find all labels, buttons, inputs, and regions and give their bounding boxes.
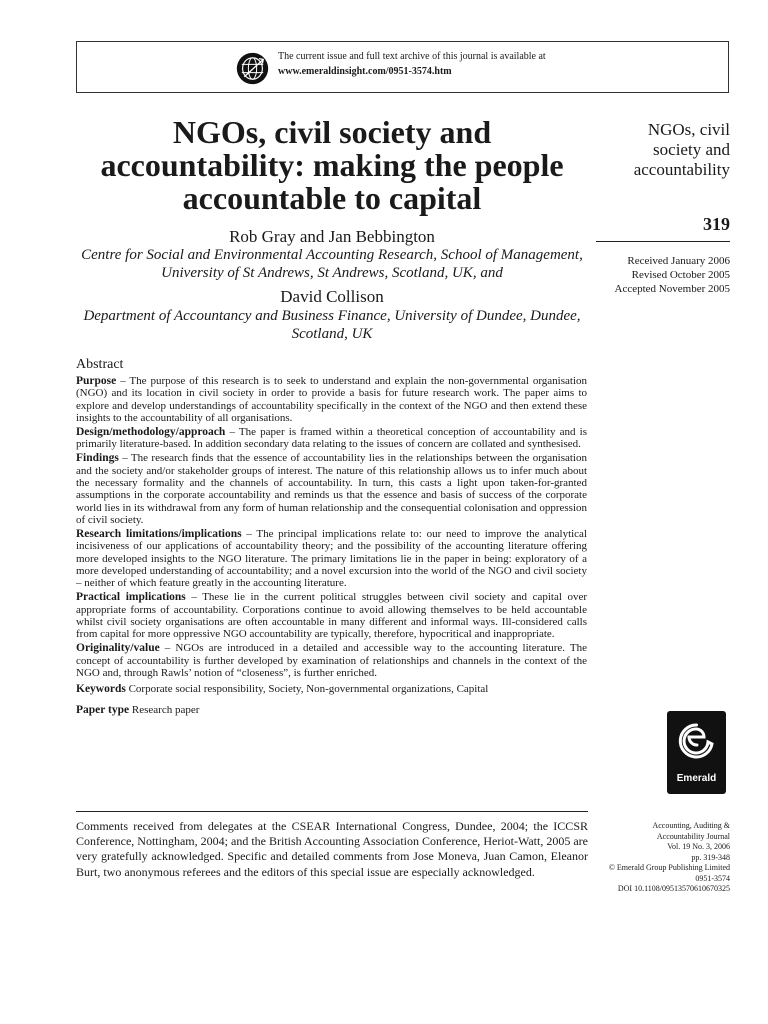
section-text: – The principal implications relate to: our need to improve the analytical incisiveness of our applications of accountability theory; and the possibility of the accounting literature offering more developed insights to the NGO literature. The primary limitations lie in the paper in being: exploratory of a more developed understanding of accountability; and a novel excursion into the world of the NGO and civil society – neither of which feature greatly in the accounting literature. [76,527,587,590]
section-label: Design/methodology/approach [76,425,226,438]
journal-info-line: Accounting, Auditing & [652,821,730,830]
keywords [76,683,587,695]
section-text: – The purpose of this research is to seek to understand and explain the non-governmental organisation (NGO) and its location in civil society in order to provide a basis for future research work. The paper aims to explore and develop understandings of accountability specifically in the context of the NGO and then extend these insights to the accountability of all organisations. [76,375,587,425]
section-text: – NGOs are introduced in a detailed and accessible way to the accounting literature. The concept of accountability is further developed by examination of relationships and channels in the context of the NGO and, through Rawls’ notion of “closeness”, is further enriched. [76,642,587,679]
affiliation-secondary: Department of Accountancy and Business Finance, University of Dundee, Dundee, Scotland, UK [83,308,581,342]
emerald-logo-text: Emerald [676,773,717,784]
journal-info-line: Vol. 19 No. 3, 2006 [667,842,730,851]
abstract-section-originality [76,642,587,679]
running-title [596,120,730,180]
keywords-text: Corporate social responsibility, Society, Non-governmental organizations, Capital [125,683,489,696]
sidebar-divider [596,241,730,242]
article-title: NGOs, civil society and accountability: making the people accountable to capital [100,114,564,216]
abstract-body [76,375,587,718]
page-number: 319 [703,214,730,234]
keywords-label: Keywords [76,683,126,696]
paper-type-label: Paper type [76,703,130,716]
abstract-heading: Abstract [76,357,124,372]
header-journal-url[interactable]: www.emeraldinsight.com/0951-3574.htm [278,66,452,77]
journal-info-line: © Emerald Group Publishing Limited [608,863,730,872]
running-title-line: NGOs, civil [647,120,730,139]
running-title-line: society and [653,140,730,159]
abstract-section-practical [76,591,587,640]
footer-divider [76,811,588,812]
abstract-section-findings [76,452,587,526]
abstract-section-limitations [76,528,587,590]
revised-date: Revised October 2005 [631,269,730,281]
journal-info-line: 0951-3574 [695,873,730,883]
received-date: Received January 2006 [627,255,730,267]
journal-citation-info [580,821,730,895]
journal-info-line: pp. 319-348 [691,852,730,862]
section-label: Originality/value [76,642,160,655]
section-label: Practical implications [76,591,186,604]
journal-info-line: Accountability Journal [656,831,730,841]
header-availability-text: The current issue and full text archive of this journal is available at [278,51,546,62]
affiliation-primary: Centre for Social and Environmental Accounting Research, School of Management, University of St Andrews, St Andrews, Scotland, UK, and [81,247,583,281]
globe-icon [236,52,269,85]
abstract-section-design [76,426,587,451]
section-label: Purpose [76,375,117,387]
section-text: – The paper is framed within a theoretical conception of accountability and is primarily literature-based. In addition secondary data relating to the issues of concern are collated and synthesised. [76,425,587,451]
journal-info-line: DOI 10.1108/09513570610670325 [617,884,730,893]
section-label: Research limitations/implications [76,527,242,540]
running-title-line: accountability [633,160,730,179]
abstract-section-purpose [76,375,587,424]
acknowledgement-note: Comments received from delegates at the CSEAR International Congress, Dundee, 2004; the ICCSR Conference, Nottingham, 2004; and the British Accounting Association Conference, Heriot-Watt, 2005 are very gratefully acknowledged. Specific and detailed comments from Jose Moneva, Juan Camon, Eleanor Burt, two anonymous referees and the editors of this special issue are especially acknowledged. [76,819,588,879]
emerald-swirl-icon [667,711,726,771]
authors-primary: Rob Gray and Jan Bebbington [229,227,435,246]
paper-type [76,704,587,716]
paper-type-text: Research paper [129,703,200,716]
authors-secondary: David Collison [280,287,384,306]
section-text: – The research finds that the essence of accountability lies in the relationships between the organisation and the society and/or stakeholder groups of interest. The nature of this relationship allows us to infer much about the necessary formality and the channels of accountability. In turn, this casts a light upon taken-for-granted assumptions in the corporate accountability and reminds us that the essence and basis of success of the corporate world lies in its withdrawal from any form of human relationship and the consequential colonisation and oppression of civil society. [76,452,587,526]
submission-dates [596,254,730,296]
section-text: – These lie in the current political struggles between civil society and capital over appropriate forms of accountability. Corporations continue to avoid allowing themselves to be held accountable whilst civil society organisations are often accountable in many different and informal ways. Ill-considered calls from capital for more oppressive NGO accountability are typically, therefore, hypocritical and inappropriate. [76,591,587,641]
section-label: Findings [76,452,119,465]
accepted-date: Accepted November 2005 [614,283,730,295]
